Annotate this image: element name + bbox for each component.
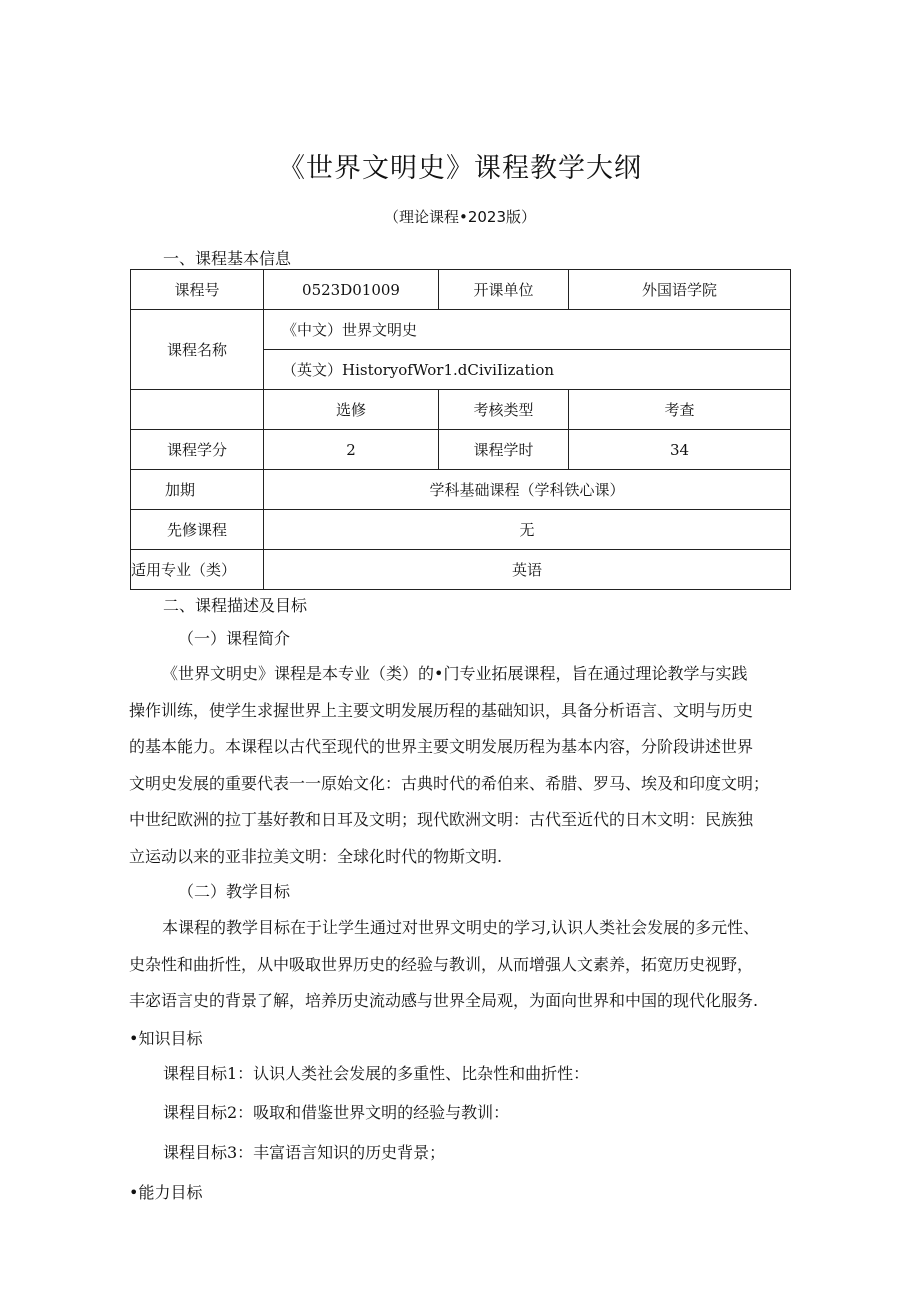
intro-line: 立运动以来的亚非拉美文明：全球化时代的物斯文明.: [129, 846, 503, 866]
dept-value: 外国语学院: [569, 270, 791, 310]
credit-value: 2: [264, 430, 439, 470]
course-intro-paragraph: [129, 656, 793, 876]
intro-line: 文明史发展的重要代表一一原始文化：古典时代的希伯来、希腊、罗马、埃及和印度文明；: [129, 773, 770, 793]
hours-value: 34: [569, 430, 791, 470]
ability-goals-heading: •能力目标: [129, 1183, 203, 1202]
intro-line: 中世纪欧洲的拉丁基好教和日耳及文明；现代欧洲文明：古代至近代的日木文明：民族独: [129, 810, 754, 830]
course-name-en: （英文）HistoryofWor1.dCiviIization: [264, 350, 791, 390]
goal-line: 史杂性和曲折性，从中吸取世界历史的经验与教训，从而增强人文素养，拓宽历史视野，: [129, 954, 754, 974]
table-row: [131, 510, 791, 550]
document-subtitle: （理论课程•2023版）: [383, 208, 537, 226]
subsection-intro-heading: （一）课程简介: [178, 629, 291, 648]
course-no-label: 课程号: [131, 270, 264, 310]
major-label: 适用专业（类）: [131, 550, 264, 590]
table-row: [131, 550, 791, 590]
hours-label: 课程学时: [439, 430, 569, 470]
assess-label: 考核类型: [439, 390, 569, 430]
table-row: [131, 310, 791, 350]
course-type-value: 选修: [264, 390, 439, 430]
table-row: [131, 270, 791, 310]
table-row: [131, 390, 791, 430]
period-label: 加期: [131, 470, 264, 510]
course-name-label: 课程名称: [131, 310, 264, 390]
section-1-heading: 一、课程基本信息: [163, 249, 292, 268]
document-title: 《世界文明史》课程教学大纲: [278, 153, 642, 184]
objective-item: 课程目标3：丰富语言知识的历史背景；: [163, 1143, 446, 1162]
objective-item: 课程目标1：认识人类社会发展的多重性、比杂性和曲折性：: [163, 1064, 590, 1083]
goal-line: 本课程的教学目标在于让学生通过对世界文明史的学习,认识人类社会发展的多元性、: [162, 918, 760, 937]
dept-label: 开课单位: [439, 270, 569, 310]
course-name-cn: 《中文）世界文明史: [264, 310, 791, 350]
goal-line: 丰宓语言史的背景了解，培养历史流动感与世界全局观，为面向世界和中国的现代化服务.: [129, 991, 759, 1011]
period-value: 学科基础课程（学科铁心课）: [264, 470, 791, 510]
assess-value: 考查: [569, 390, 791, 430]
prereq-value: 无: [264, 510, 791, 550]
subsection-goals-heading: （二）教学目标: [178, 882, 291, 901]
intro-line: 《世界文明史》课程是本专业（类）的•门专业拓展课程，旨在通过理论教学与实践: [162, 664, 748, 683]
table-row: [131, 470, 791, 510]
intro-line: 的基本能力。本课程以古代至现代的世界主要文明发展历程为基本内容，分阶段讲述世界: [129, 737, 754, 757]
course-type-label: [131, 390, 264, 430]
major-value: 英语: [264, 550, 791, 590]
section-2-heading: 二、课程描述及目标: [163, 596, 308, 615]
objective-item: 课程目标2：吸取和借鉴世界文明的经验与教训：: [163, 1103, 510, 1122]
intro-line: 操作训练，使学生求握世界上主要文明发展历程的基础知识，具备分析语言、文明与历史: [129, 700, 754, 720]
course-no-value: 0523D01009: [264, 270, 439, 310]
credit-label: 课程学分: [131, 430, 264, 470]
course-info-table: [130, 269, 791, 590]
knowledge-goals-heading: •知识目标: [129, 1029, 203, 1048]
teaching-goals-paragraph: [129, 910, 793, 1020]
prereq-label: 先修课程: [131, 510, 264, 550]
table-row: [131, 430, 791, 470]
